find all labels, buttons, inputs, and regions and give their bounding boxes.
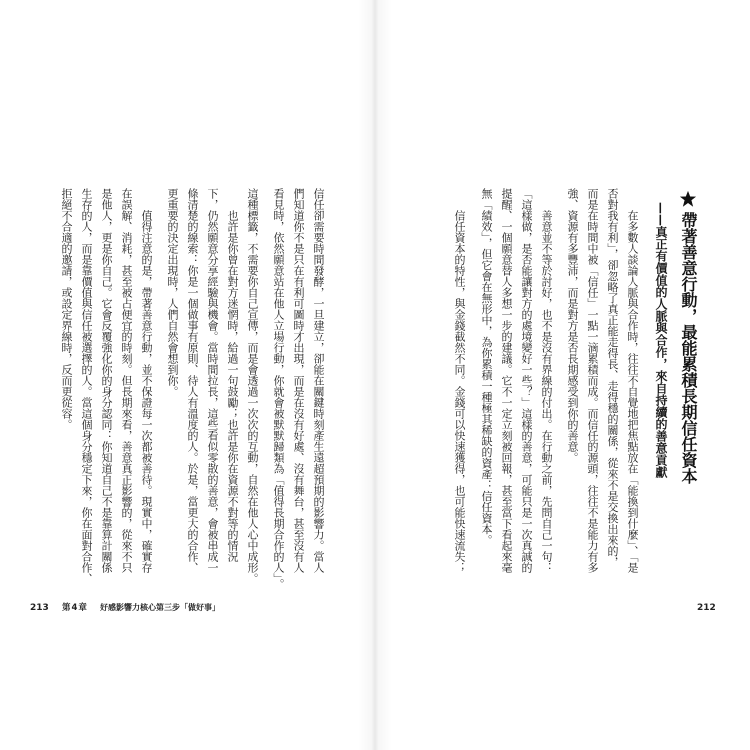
body-text-column: 更重要的決定出現時，人們自然會想到你。 bbox=[166, 188, 179, 397]
body-text-column: 也許是你曾在對方迷惘時，給過一句鼓勵；也許是你在資源不對等的情況 bbox=[226, 210, 239, 562]
body-text-column: 是他人，更是你自己。它會反覆強化你的身分認同：你知道自己不是靠算計關係 bbox=[100, 188, 113, 573]
body-text-column: 提醒、一個願意替人多想一步的建議。它不一定立刻被回報，甚至當下看起來毫 bbox=[500, 188, 513, 573]
section-subtitle: ——真正有價值的人脈與合作，來自持續的善意貢獻 bbox=[654, 202, 668, 478]
body-text-column: 強、資源有多豐沛，而是對方是否長期感受到你的善意。 bbox=[566, 188, 579, 463]
body-text-column: 生存的人，而是靠價值與信任被選擇的人。當這個身分穩定下來，你在面對合作、 bbox=[80, 188, 93, 584]
section-title: 帶著善意行動，最能累積長期信任資本 bbox=[679, 212, 698, 484]
body-text-column: 在誤解、消耗，甚至被占便宜的時刻。但長期來看，善意真正影響的，從來不只 bbox=[120, 188, 133, 573]
body-text-column: 信任卻需要時間發酵，一旦建立，卻能在關鍵時刻產生遠超預期的影響力。當人 bbox=[312, 188, 325, 573]
body-text-column: 無「績效」，但它會在無形中，為你累積一種極其稀缺的資產：信任資本。 bbox=[480, 188, 493, 546]
page-number: 212 bbox=[697, 603, 716, 613]
body-text-column: 們知道你不是只在有利可圖時才出現，而是在沒有好處、沒有舞台，甚至沒有人 bbox=[292, 188, 305, 573]
body-text-column: 值得注意的是，帶著善意行動，並不保證每一次都被善待。現實中，確實存 bbox=[140, 210, 153, 573]
body-text-column: 拒絕不合適的邀請，或設定界線時，反而更從容。 bbox=[60, 188, 73, 430]
body-text-column: 否對我有利」，卻忽略了真正能走得長、走得穩的關係，從來不是交換出來的， bbox=[606, 188, 619, 568]
star-icon bbox=[679, 190, 697, 208]
body-text-column: 這種標籤，不需要你自己宣傳，而是會透過一次次的互動，自然在他人心中成形。 bbox=[246, 188, 259, 584]
running-head-title: 好感影響力核心第三步「做好事」 bbox=[100, 603, 220, 612]
body-text-column: 善意並不等於討好，也不是沒有界線的付出。在行動之前，先問自己一句： bbox=[540, 210, 553, 573]
body-text-column: 而是在時間中被「信任」一點一滴累積而成。而信任的源頭，往往不是能力有多 bbox=[586, 188, 599, 573]
body-text-column: 信任資本的特性，與金錢截然不同。金錢可以快速獲得，也可能快速流失； bbox=[453, 210, 466, 573]
body-text-column: 在多數人談論人脈與合作時，往往不自覺地把焦點放在「能換到什麼」、「是 bbox=[626, 210, 639, 573]
body-text-column: 下，仍然願意分享經驗與機會。當時間拉長，這些看似零散的善意，會被串成一 bbox=[206, 188, 219, 573]
body-text-column: 「這樣做，是否能讓對方的處境變好一些？」這樣的善意，可能只是一次真誠的 bbox=[520, 188, 533, 573]
body-text-column: 看見時，依然願意站在他人立場行動，你就會被默默歸類為「值得長期合作的人」。 bbox=[272, 188, 285, 590]
gutter-shadow bbox=[358, 0, 392, 750]
page-number: 213 bbox=[30, 603, 49, 613]
running-head-chapter: 第4章 bbox=[62, 603, 88, 613]
right-page bbox=[375, 0, 750, 750]
body-text-column: 條清楚的線索：你是一個做事有原則、待人有溫度的人。於是，當更大的合作、 bbox=[186, 188, 199, 573]
